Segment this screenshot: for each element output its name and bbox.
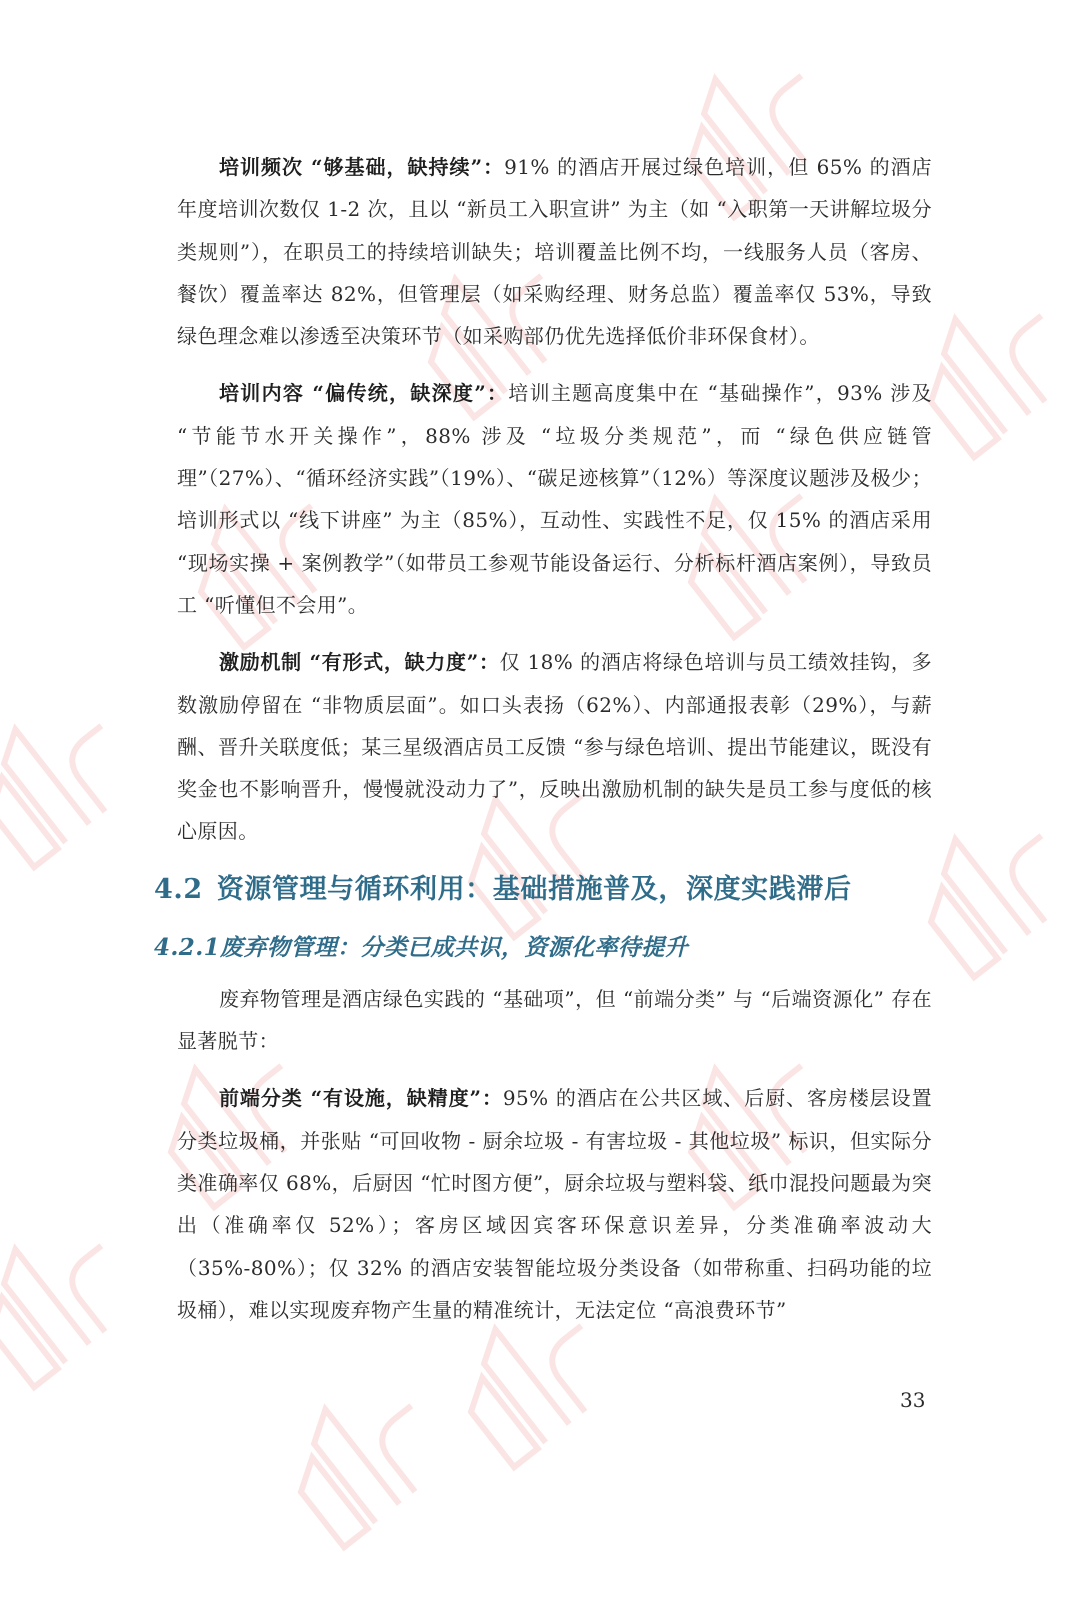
section-title: 资源管理与循环利用：基础措施普及，深度实践滞后 [216,873,852,905]
paragraph-body: 废弃物管理是酒店绿色实践的 “基础项”，但 “前端分类” 与 “后端资源化” 存在显著脱节： [177,986,932,1054]
section-number: 4.2 [154,873,203,905]
section-heading [154,868,909,912]
document-body [154,146,932,1346]
paragraph-training-frequency [177,146,932,357]
paragraph-front-end-sorting [177,1077,932,1331]
paragraph-lead: 前端分类 “有设施，缺精度”： [219,1086,503,1111]
paragraph-body: 91% 的酒店开展过绿色培训，但 65% 的酒店年度培训次数仅 1-2 次，且以 “新员工入职宣讲” 为主（如 “入职第一天讲解垃圾分类规则”），在职员工的持续培训缺失；培训覆盖比例不均，一线服务人员（客房、餐饮）覆盖率达 82%，但管理层（如采购经理、财务总监）覆盖率仅 53%，导致绿色理念难以渗透至决策环节（如采购部仍优先选择低价非环保食材）。 [177,155,932,349]
paragraph-incentive-mechanism [177,641,932,852]
paragraph-body: 95% 的酒店在公共区域、后厨、客房楼层设置分类垃圾桶，并张贴 “可回收物 - 厨余垃圾 - 有害垃圾 - 其他垃圾” 标识，但实际分类准确率仅 68%，后厨因 “忙时图方便”，厨余垃圾与塑料袋、纸巾混投问题最为突出（准确率仅 52%）；客房区域因宾客环保意识差异，分类准确率波动大（35%-80%）；仅 32% 的酒店安装智能垃圾分类设备（如带称重、扫码功能的垃圾桶），难以实现废弃物产生量的精准统计，无法定位 “高浪费环节” [177,1086,932,1322]
paragraph-lead: 激励机制 “有形式，缺力度”： [219,650,500,675]
paragraph-lead: 培训内容 “偏传统，缺深度”： [219,381,509,406]
paragraph-body: 仅 18% 的酒店将绿色培训与员工绩效挂钩，多数激励停留在 “非物质层面”。如口头表扬（62%）、内部通报表彰（29%），与薪酬、晋升关联度低；某三星级酒店员工反馈 “参与绿色培训、提出节能建议，既没有奖金也不影响晋升，慢慢就没动力了”，反映出激励机制的缺失是员工参与度低的核心原因。 [177,650,932,844]
paragraph-training-content [177,372,932,626]
subsection-heading: 4.2.1废弃物管理：分类已成共识，资源化率待提升 [154,933,689,961]
paragraph-lead: 培训频次 “够基础，缺持续”： [219,155,505,179]
page-number: 33 [900,1388,926,1412]
paragraph-body: 培训主题高度集中在 “基础操作”，93% 涉及 “节能节水开关操作”，88% 涉及 “垃圾分类规范”，而 “绿色供应链管理”（27%）、“循环经济实践”（19%）、“碳足迹核算”（12%）等深度议题涉及极少；培训形式以 “线下讲座” 为主（85%），互动性、实践性不足，仅 15% 的酒店采用 “现场实操 + 案例教学”（如带员工参观节能设备运行、分析标杆酒店案例），导致员工 “听懂但不会用”。 [177,381,932,617]
paragraph-waste-intro [177,978,932,1063]
